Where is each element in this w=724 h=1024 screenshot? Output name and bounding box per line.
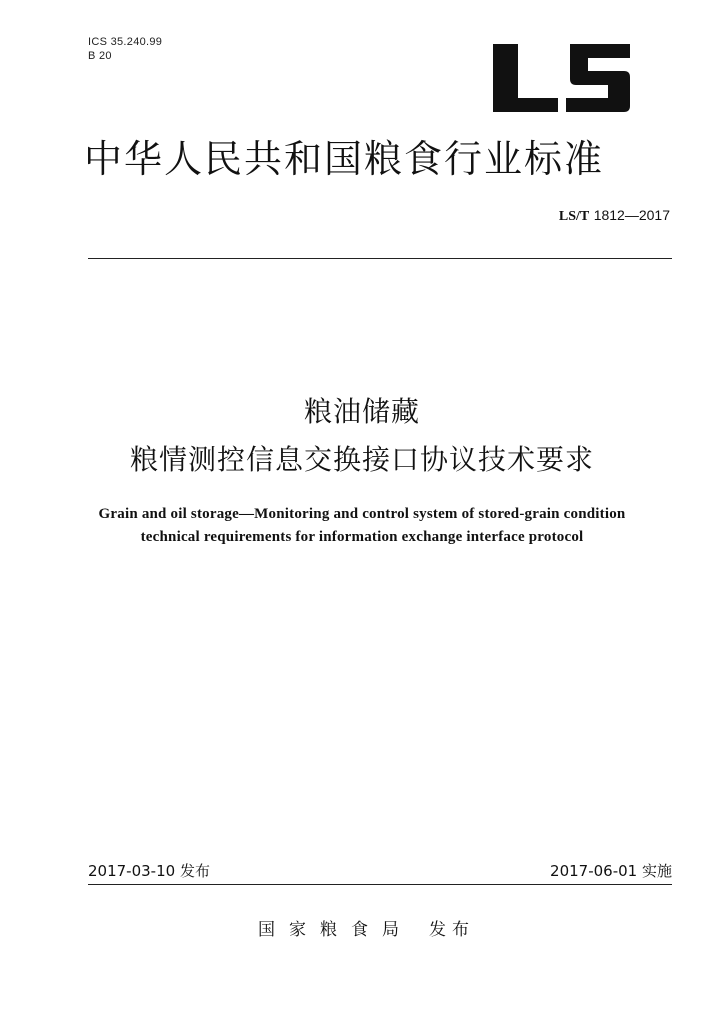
footer-divider xyxy=(88,884,672,885)
title-cn-line1: 粮油储藏 xyxy=(303,395,420,428)
issuer-action: 发布 xyxy=(429,920,475,940)
title-en-line1: Grain and oil storage—Monitoring and control system of stored-grain condition xyxy=(98,506,626,522)
ics-code: ICS 35.240.99 xyxy=(88,36,163,48)
title-cn-line2: 粮情测控信息交换接口协议技术要求 xyxy=(129,443,594,476)
standard-code-number: 1812—2017 xyxy=(593,207,670,223)
effective-date: 2017-06-01 实施 xyxy=(550,862,672,880)
ls-logo xyxy=(488,30,638,120)
standard-code xyxy=(559,206,670,226)
issuer-organization: 国家粮食局 xyxy=(258,920,413,940)
standard-category-title: 中华人民共和国粮食行业标准 xyxy=(84,137,605,181)
ccs-code: B 20 xyxy=(88,50,112,62)
standard-code-prefix: LS/T xyxy=(558,209,590,224)
issuer xyxy=(258,918,475,942)
header-divider xyxy=(88,258,672,259)
title-en-line2: technical requirements for information exchange interface protocol xyxy=(140,529,584,545)
issue-date: 2017-03-10 发布 xyxy=(88,862,210,880)
